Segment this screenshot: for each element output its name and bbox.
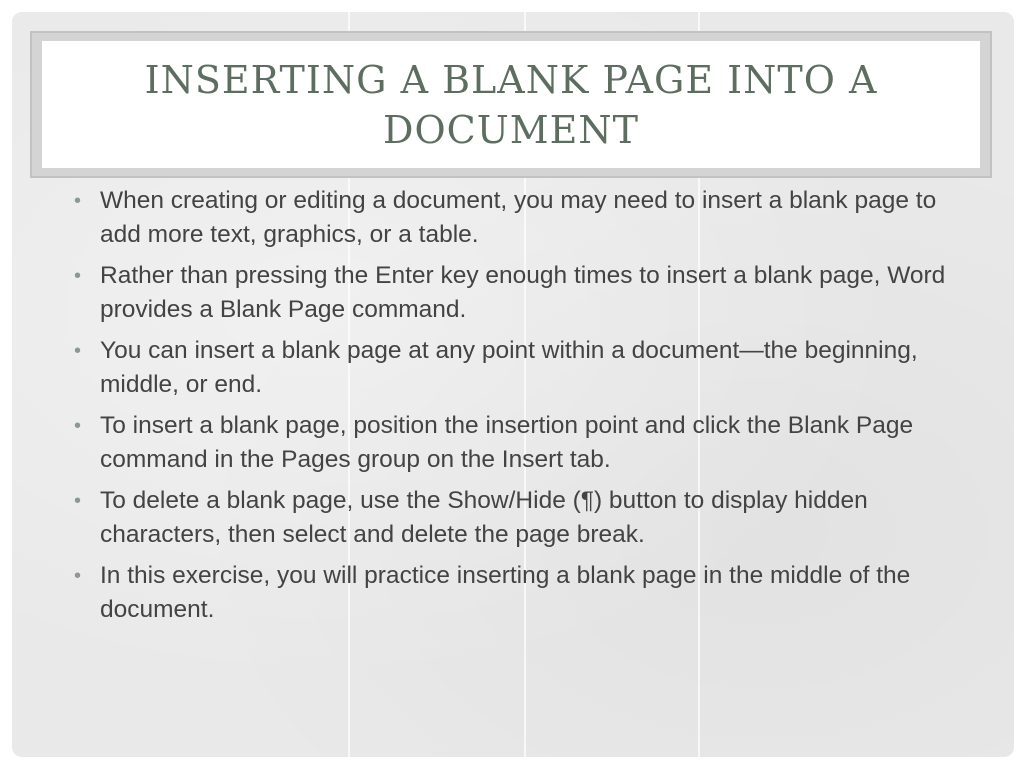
slide-title: INSERTING A BLANK PAGE INTO A DOCUMENT (144, 57, 878, 152)
bullet-text: To insert a blank page, position the insertion point and click the Blank Page command in the Pages group on the Insert tab. (100, 412, 914, 473)
bullet-item (70, 184, 970, 252)
bullet-text: You can insert a blank page at any point within a document—the beginning, middle, or end. (100, 337, 918, 398)
bullet-text: Rather than pressing the Enter key enough times to insert a blank page, Word provides a Blank Page command. (100, 262, 946, 323)
bullet-item (70, 259, 970, 327)
bullet-text: When creating or editing a document, you may need to insert a blank page to add more text, graphics, or a table. (100, 187, 937, 248)
bullet-icon: • (74, 415, 82, 437)
bullet-text: In this exercise, you will practice inserting a blank page in the middle of the document. (100, 562, 911, 623)
title-frame (30, 31, 992, 178)
bullet-item (70, 484, 970, 552)
bullet-item (70, 559, 970, 627)
bullet-icon: • (74, 340, 82, 362)
slide (12, 12, 1014, 757)
bullet-item (70, 334, 970, 402)
bullet-list (70, 184, 970, 634)
bullet-icon: • (74, 190, 82, 212)
bullet-item (70, 409, 970, 477)
bullet-text: To delete a blank page, use the Show/Hide (¶) button to display hidden characters, then select and delete the page break. (100, 487, 868, 548)
bullet-icon: • (74, 490, 82, 512)
title-box (42, 41, 980, 168)
bullet-icon: • (74, 565, 82, 587)
bullet-icon: • (74, 265, 82, 287)
